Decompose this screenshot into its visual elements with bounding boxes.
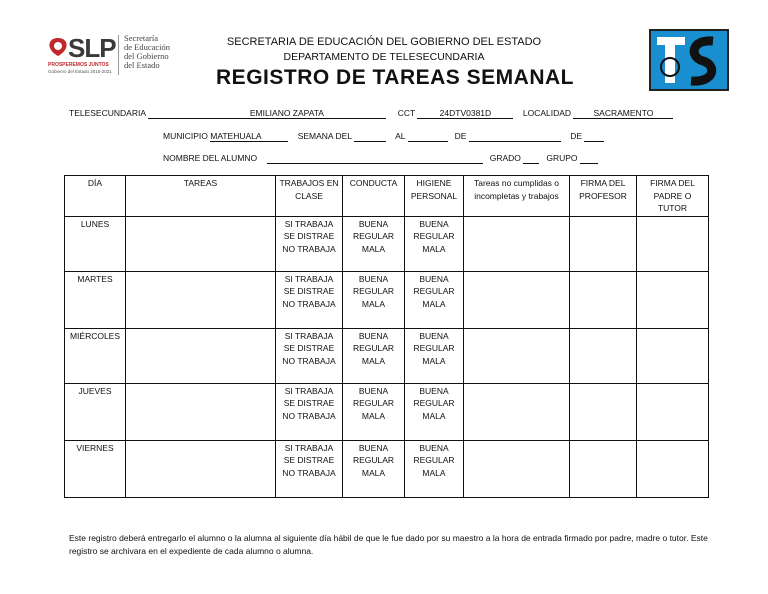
de-field[interactable] xyxy=(469,131,561,142)
conducta-options-cell[interactable] xyxy=(343,271,405,328)
day-cell: LUNES xyxy=(65,216,126,271)
tareas-cell[interactable] xyxy=(126,271,276,328)
option-higiene[interactable]: REGULAR xyxy=(413,343,455,353)
option-trabajo[interactable]: SI TRABAJA xyxy=(284,273,334,284)
firma-profesor-cell[interactable] xyxy=(570,216,637,271)
option-higiene[interactable]: BUENA xyxy=(419,273,449,284)
option-trabajo[interactable]: NO TRABAJA xyxy=(282,467,336,478)
higiene-options-cell[interactable] xyxy=(405,440,464,497)
higiene-options-cell[interactable] xyxy=(405,216,464,271)
field-row-1 xyxy=(69,108,673,119)
option-conducta[interactable]: MALA xyxy=(361,355,386,366)
tareas-cell[interactable] xyxy=(126,383,276,440)
grado-field[interactable] xyxy=(523,153,539,164)
option-higiene[interactable]: BUENA xyxy=(419,330,449,341)
localidad-label: LOCALIDAD xyxy=(522,108,572,118)
field-row-3 xyxy=(163,153,598,164)
option-trabajo[interactable]: SI TRABAJA xyxy=(284,442,334,453)
option-higiene[interactable]: REGULAR xyxy=(413,398,455,408)
option-trabajo[interactable]: NO TRABAJA xyxy=(282,355,336,366)
header-firma-padre: FIRMA DEL PADRE O TUTOR xyxy=(637,176,709,217)
grupo-field[interactable] xyxy=(580,153,598,164)
no-cumplidas-cell[interactable] xyxy=(464,383,570,440)
no-cumplidas-cell[interactable] xyxy=(464,271,570,328)
firma-profesor-cell[interactable] xyxy=(570,440,637,497)
option-higiene[interactable]: MALA xyxy=(422,355,446,366)
table-header-row xyxy=(65,176,709,217)
cct-field[interactable]: 24DTV0381D xyxy=(417,108,513,119)
header-higiene: HIGIENE PERSONAL xyxy=(405,176,464,217)
grado-label: GRADO xyxy=(489,153,521,163)
option-higiene[interactable]: REGULAR xyxy=(413,455,455,465)
option-higiene[interactable]: REGULAR xyxy=(413,231,455,241)
table-row xyxy=(65,328,709,383)
conducta-options-cell[interactable] xyxy=(343,216,405,271)
header-line2: DEPARTAMENTO DE TELESECUNDARIA xyxy=(283,51,485,63)
firma-profesor-cell[interactable] xyxy=(570,383,637,440)
higiene-options-cell[interactable] xyxy=(405,271,464,328)
tareas-cell[interactable] xyxy=(126,328,276,383)
header-trabajos: TRABAJOS EN CLASE xyxy=(276,176,343,217)
conducta-options-cell[interactable] xyxy=(343,328,405,383)
trabajo-options-cell[interactable] xyxy=(276,271,343,328)
option-higiene[interactable]: MALA xyxy=(422,243,446,254)
firma-profesor-cell[interactable] xyxy=(570,328,637,383)
de2-label: DE xyxy=(570,131,583,141)
option-conducta[interactable]: MALA xyxy=(361,410,386,421)
no-cumplidas-cell[interactable] xyxy=(464,328,570,383)
field-row-2 xyxy=(163,131,604,142)
higiene-options-cell[interactable] xyxy=(405,383,464,440)
day-cell: MIÉRCOLES xyxy=(65,328,126,383)
table-row xyxy=(65,383,709,440)
option-conducta[interactable]: REGULAR xyxy=(352,343,395,353)
option-trabajo[interactable]: NO TRABAJA xyxy=(282,410,336,421)
option-conducta[interactable]: MALA xyxy=(361,298,386,309)
tareas-cell[interactable] xyxy=(126,440,276,497)
option-trabajo[interactable]: SI TRABAJA xyxy=(284,218,334,229)
no-cumplidas-cell[interactable] xyxy=(464,216,570,271)
trabajo-options-cell[interactable] xyxy=(276,383,343,440)
option-higiene[interactable]: MALA xyxy=(422,298,446,309)
grupo-label: GRUPO xyxy=(546,153,578,163)
option-conducta[interactable]: BUENA xyxy=(358,330,389,341)
municipio-label: MUNICIPIO xyxy=(163,131,208,141)
slp-slogan: PROSPEREMOS JUNTOS xyxy=(48,62,109,68)
option-higiene[interactable]: REGULAR xyxy=(413,286,455,296)
tareas-cell[interactable] xyxy=(126,216,276,271)
conducta-options-cell[interactable] xyxy=(343,383,405,440)
option-higiene[interactable]: BUENA xyxy=(419,442,449,453)
de-label: DE xyxy=(454,131,467,141)
no-cumplidas-cell[interactable] xyxy=(464,440,570,497)
cct-label: CCT xyxy=(397,108,416,118)
option-conducta[interactable]: MALA xyxy=(361,467,386,478)
semana-field[interactable] xyxy=(354,131,386,142)
option-trabajo[interactable]: NO TRABAJA xyxy=(282,298,336,309)
option-conducta[interactable]: BUENA xyxy=(358,218,389,229)
footer-note: Este registro deberá entregarlo el alumno o la alumna al siguiente día hábil de que le fue dado por su maestro a la hora de entrada firmado por padre, madre o tutor. Este registro se archivara en el expediente de cada alumno o alumna. xyxy=(69,533,708,556)
option-higiene[interactable]: MALA xyxy=(422,467,446,478)
option-higiene[interactable]: BUENA xyxy=(419,385,449,396)
al-field[interactable] xyxy=(408,131,448,142)
header-conducta: CONDUCTA xyxy=(343,176,405,217)
option-trabajo[interactable]: SE DISTRAE xyxy=(283,455,335,465)
option-conducta[interactable]: MALA xyxy=(361,243,386,254)
option-trabajo[interactable]: SE DISTRAE xyxy=(283,398,335,408)
page-title: REGISTRO DE TAREAS SEMANAL xyxy=(216,66,574,89)
localidad-field[interactable]: SACRAMENTO xyxy=(573,108,673,119)
option-conducta[interactable]: REGULAR xyxy=(352,398,395,408)
option-trabajo[interactable]: SE DISTRAE xyxy=(283,231,335,241)
trabajo-options-cell[interactable] xyxy=(276,328,343,383)
option-conducta[interactable]: REGULAR xyxy=(352,286,395,296)
header-no-cumplidas: Tareas no cumplidas o incompletas y trabajos xyxy=(464,176,570,217)
table-row xyxy=(65,216,709,271)
municipio-field[interactable]: MATEHUALA xyxy=(210,131,288,142)
option-trabajo[interactable]: NO TRABAJA xyxy=(282,243,336,254)
firma-padre-cell[interactable] xyxy=(637,271,709,328)
secretaria-text: Secretaría de Educación del Gobierno del Estado xyxy=(124,33,171,70)
de2-field[interactable] xyxy=(584,131,604,142)
header-firma-profesor: FIRMA DEL PROFESOR xyxy=(570,176,637,217)
trabajo-options-cell[interactable] xyxy=(276,216,343,271)
telesecundaria-field[interactable]: EMILIANO ZAPATA xyxy=(148,108,386,119)
telesecundaria-label: TELESECUNDARIA xyxy=(69,108,146,118)
higiene-options-cell[interactable] xyxy=(405,328,464,383)
nombre-label: NOMBRE DEL ALUMNO xyxy=(163,153,258,163)
option-conducta[interactable]: REGULAR xyxy=(352,455,395,465)
option-higiene[interactable]: BUENA xyxy=(419,218,449,229)
header-dia: DÍA xyxy=(65,176,126,217)
option-trabajo[interactable]: SI TRABAJA xyxy=(284,385,334,396)
option-conducta[interactable]: BUENA xyxy=(358,273,389,284)
firma-padre-cell[interactable] xyxy=(637,440,709,497)
day-cell: VIERNES xyxy=(65,440,126,497)
option-conducta[interactable]: REGULAR xyxy=(352,231,395,241)
table-row xyxy=(65,271,709,328)
option-trabajo[interactable]: SE DISTRAE xyxy=(283,343,335,353)
registro-table xyxy=(64,175,709,498)
firma-padre-cell[interactable] xyxy=(637,328,709,383)
option-trabajo[interactable]: SE DISTRAE xyxy=(283,286,335,296)
option-conducta[interactable]: BUENA xyxy=(358,442,389,453)
header-tareas: TAREAS xyxy=(126,176,276,217)
semana-label: SEMANA DEL xyxy=(297,131,352,141)
slp-subtitle: Gobierno del Estado 2015-2021 xyxy=(48,69,112,74)
day-cell: JUEVES xyxy=(65,383,126,440)
firma-padre-cell[interactable] xyxy=(637,383,709,440)
conducta-options-cell[interactable] xyxy=(343,440,405,497)
table-row xyxy=(65,440,709,497)
slp-wordmark: SLP xyxy=(68,33,116,63)
nombre-field[interactable] xyxy=(267,153,483,164)
firma-profesor-cell[interactable] xyxy=(570,271,637,328)
trabajo-options-cell[interactable] xyxy=(276,440,343,497)
option-higiene[interactable]: MALA xyxy=(422,410,446,421)
day-cell: MARTES xyxy=(65,271,126,328)
firma-padre-cell[interactable] xyxy=(637,216,709,271)
al-label: AL xyxy=(395,131,406,141)
header-line1: SECRETARIA DE EDUCACIÓN DEL GOBIERNO DEL ESTADO xyxy=(226,36,542,48)
option-trabajo[interactable]: SI TRABAJA xyxy=(284,330,334,341)
option-conducta[interactable]: BUENA xyxy=(358,385,389,396)
